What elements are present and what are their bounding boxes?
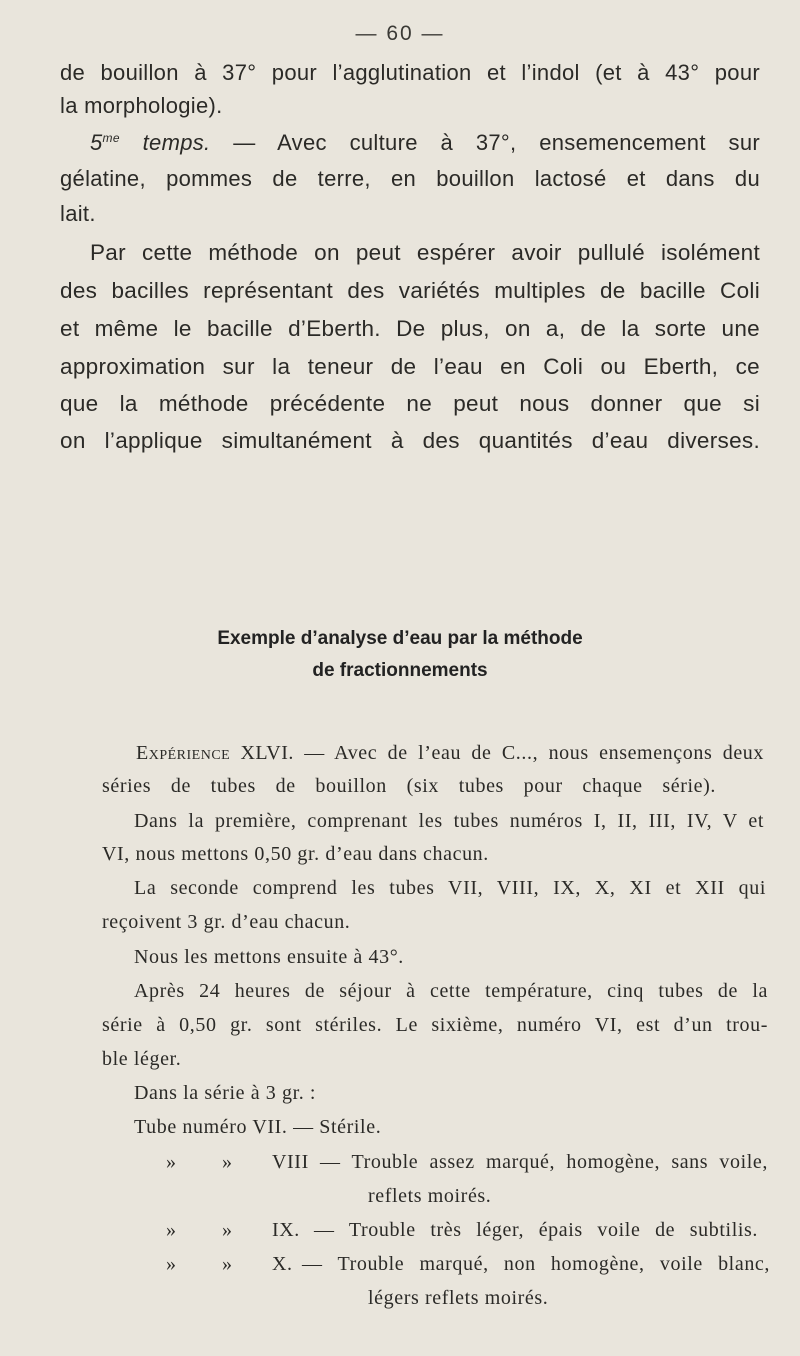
page-number: — 60 — xyxy=(355,22,445,45)
text-line: que la méthode précédente ne peut nous donner que si xyxy=(60,391,760,416)
text-line: Dans la série à 3 gr. : xyxy=(134,1082,317,1104)
step-number: 5 xyxy=(90,130,103,155)
text-line-step xyxy=(90,130,760,156)
text-line: ble léger. xyxy=(102,1048,182,1070)
experiment-label: Expérience XLVI. xyxy=(136,742,294,764)
text-line: approximation sur la teneur de l’eau en Coli ou Eberth, ce xyxy=(60,354,760,379)
text-line: reçoivent 3 gr. d’eau chacun. xyxy=(102,911,351,933)
text-line: Nous les mettons ensuite à 43°. xyxy=(134,946,404,968)
tube-result: — Trouble assez marqué, homogène, sans voile, xyxy=(320,1151,768,1173)
text-line: Tube numéro VII. — Stérile. xyxy=(134,1116,382,1138)
tube-number: IX. xyxy=(272,1219,300,1241)
tube-number: X. xyxy=(272,1253,293,1275)
step-superscript: me xyxy=(102,131,120,145)
tube-result: — Trouble très léger, épais voile de subtilis. xyxy=(314,1219,758,1241)
text-line: Dans la première, comprenant les tubes numéros I, II, III, IV, V et xyxy=(134,810,764,832)
text-line: la morphologie). xyxy=(60,93,223,118)
text-line: gélatine, pommes de terre, en bouillon lactosé et dans du xyxy=(60,166,760,191)
tube-number: VIII xyxy=(272,1151,309,1173)
text-line: de bouillon à 37° pour l’agglutination et l’indol (et à 43° pour xyxy=(60,60,760,85)
text-line: La seconde comprend les tubes VII, VIII, IX, X, XI et XII qui xyxy=(134,877,766,899)
text-line: lait. xyxy=(60,201,96,226)
section-heading-line1: Exemple d’analyse d’eau par la méthode xyxy=(217,628,583,649)
ditto-mark: » xyxy=(166,1219,177,1241)
text-line: Par cette méthode on peut espérer avoir pullulé isolément xyxy=(90,240,760,265)
text-line: VI, nous mettons 0,50 gr. d’eau dans chacun. xyxy=(102,843,489,865)
tube-result-continued: légers reflets moirés. xyxy=(368,1287,549,1309)
step-word: temps. xyxy=(142,130,211,155)
text-line-experiment xyxy=(136,742,764,765)
tube-result-continued: reflets moirés. xyxy=(368,1185,492,1207)
ditto-mark: » xyxy=(222,1253,233,1275)
ditto-mark: » xyxy=(166,1253,177,1275)
text-line: série à 0,50 gr. sont stériles. Le sixième, numéro VI, est d’un trou- xyxy=(102,1014,768,1036)
text-line: des bacilles représentant des variétés multiples de bacille Coli xyxy=(60,278,760,303)
section-heading-line2: de fractionnements xyxy=(312,660,488,681)
ditto-mark: » xyxy=(222,1219,233,1241)
text-line: séries de tubes de bouillon (six tubes pour chaque série). xyxy=(102,775,716,797)
text-line: et même le bacille d’Eberth. De plus, on a, de la sorte une xyxy=(60,316,760,341)
tube-result: — Trouble marqué, non homogène, voile blanc, xyxy=(302,1253,770,1275)
ditto-mark: » xyxy=(166,1151,177,1173)
experiment-intro: — Avec de l’eau de C..., nous ensemençons deux xyxy=(293,742,764,764)
text-line: Après 24 heures de séjour à cette température, cinq tubes de la xyxy=(134,980,768,1002)
ditto-mark: » xyxy=(222,1151,233,1173)
step-text: — Avec culture à 37°, ensemencement sur xyxy=(210,130,760,155)
text-line: on l’applique simultanément à des quantités d’eau diverses. xyxy=(60,428,760,453)
